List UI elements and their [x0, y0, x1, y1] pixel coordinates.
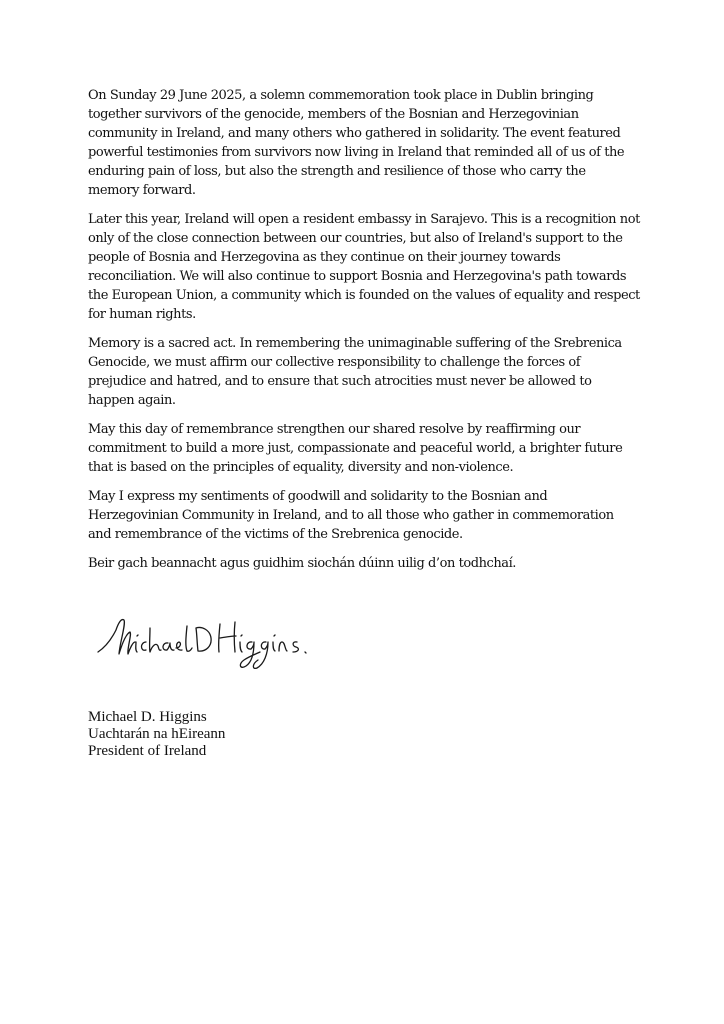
signatory-title-english: President of Ireland — [88, 743, 207, 759]
paragraph-embassy: Later this year, Ireland will open a resident embassy in Sarajevo. This is a recognition not only of the close connection between our countries, but also of Ireland's support to the people of Bosnia and Herzegovina as they continue on their journey towards reconciliation. We will also continue to support Bosnia and Herzegovina's path towards the European Union, a community which is founded on the values of equality and respect for human rights. — [88, 212, 640, 322]
paragraph-blessing: Beir gach beannacht agus guidhim siochán dúinn uilig d’on todhchaí. — [88, 556, 516, 571]
paragraph-goodwill: May I express my sentiments of goodwill and solidarity to the Bosnian and Herzegovinian Community in Ireland, and to all those who gather in commemoration and remembrance of the victims of the Srebrenica genocide. — [88, 489, 614, 542]
paragraph-remembrance: May this day of remembrance strengthen our shared resolve by reaffirming our commitment to build a more just, compassionate and peaceful world, a brighter future that is based on the principles of equality, diversity and non-violence. — [88, 422, 623, 475]
signatory-title-irish: Uachtarán na hEireann — [88, 726, 226, 742]
signature-block — [88, 709, 225, 760]
signatory-name: Michael D. Higgins — [88, 709, 207, 725]
handwritten-signature — [94, 608, 326, 678]
letter-body — [88, 86, 640, 583]
paragraph-commemoration: On Sunday 29 June 2025, a solemn commemoration took place in Dublin bringing together survivors of the genocide, members of the Bosnian and Herzegovinian community in Ireland, and many others who gathered in solidarity. The event featured powerful testimonies from survivors now living in Ireland that reminded all of us of the enduring pain of loss, but also the strength and resilience of those who carry the memory forward. — [88, 88, 625, 198]
paragraph-memory: Memory is a sacred act. In remembering the unimaginable suffering of the Srebrenica Genocide, we must affirm our collective responsibility to challenge the forces of prejudice and hatred, and to ensure that such atrocities must never be allowed to happen again. — [88, 336, 622, 408]
